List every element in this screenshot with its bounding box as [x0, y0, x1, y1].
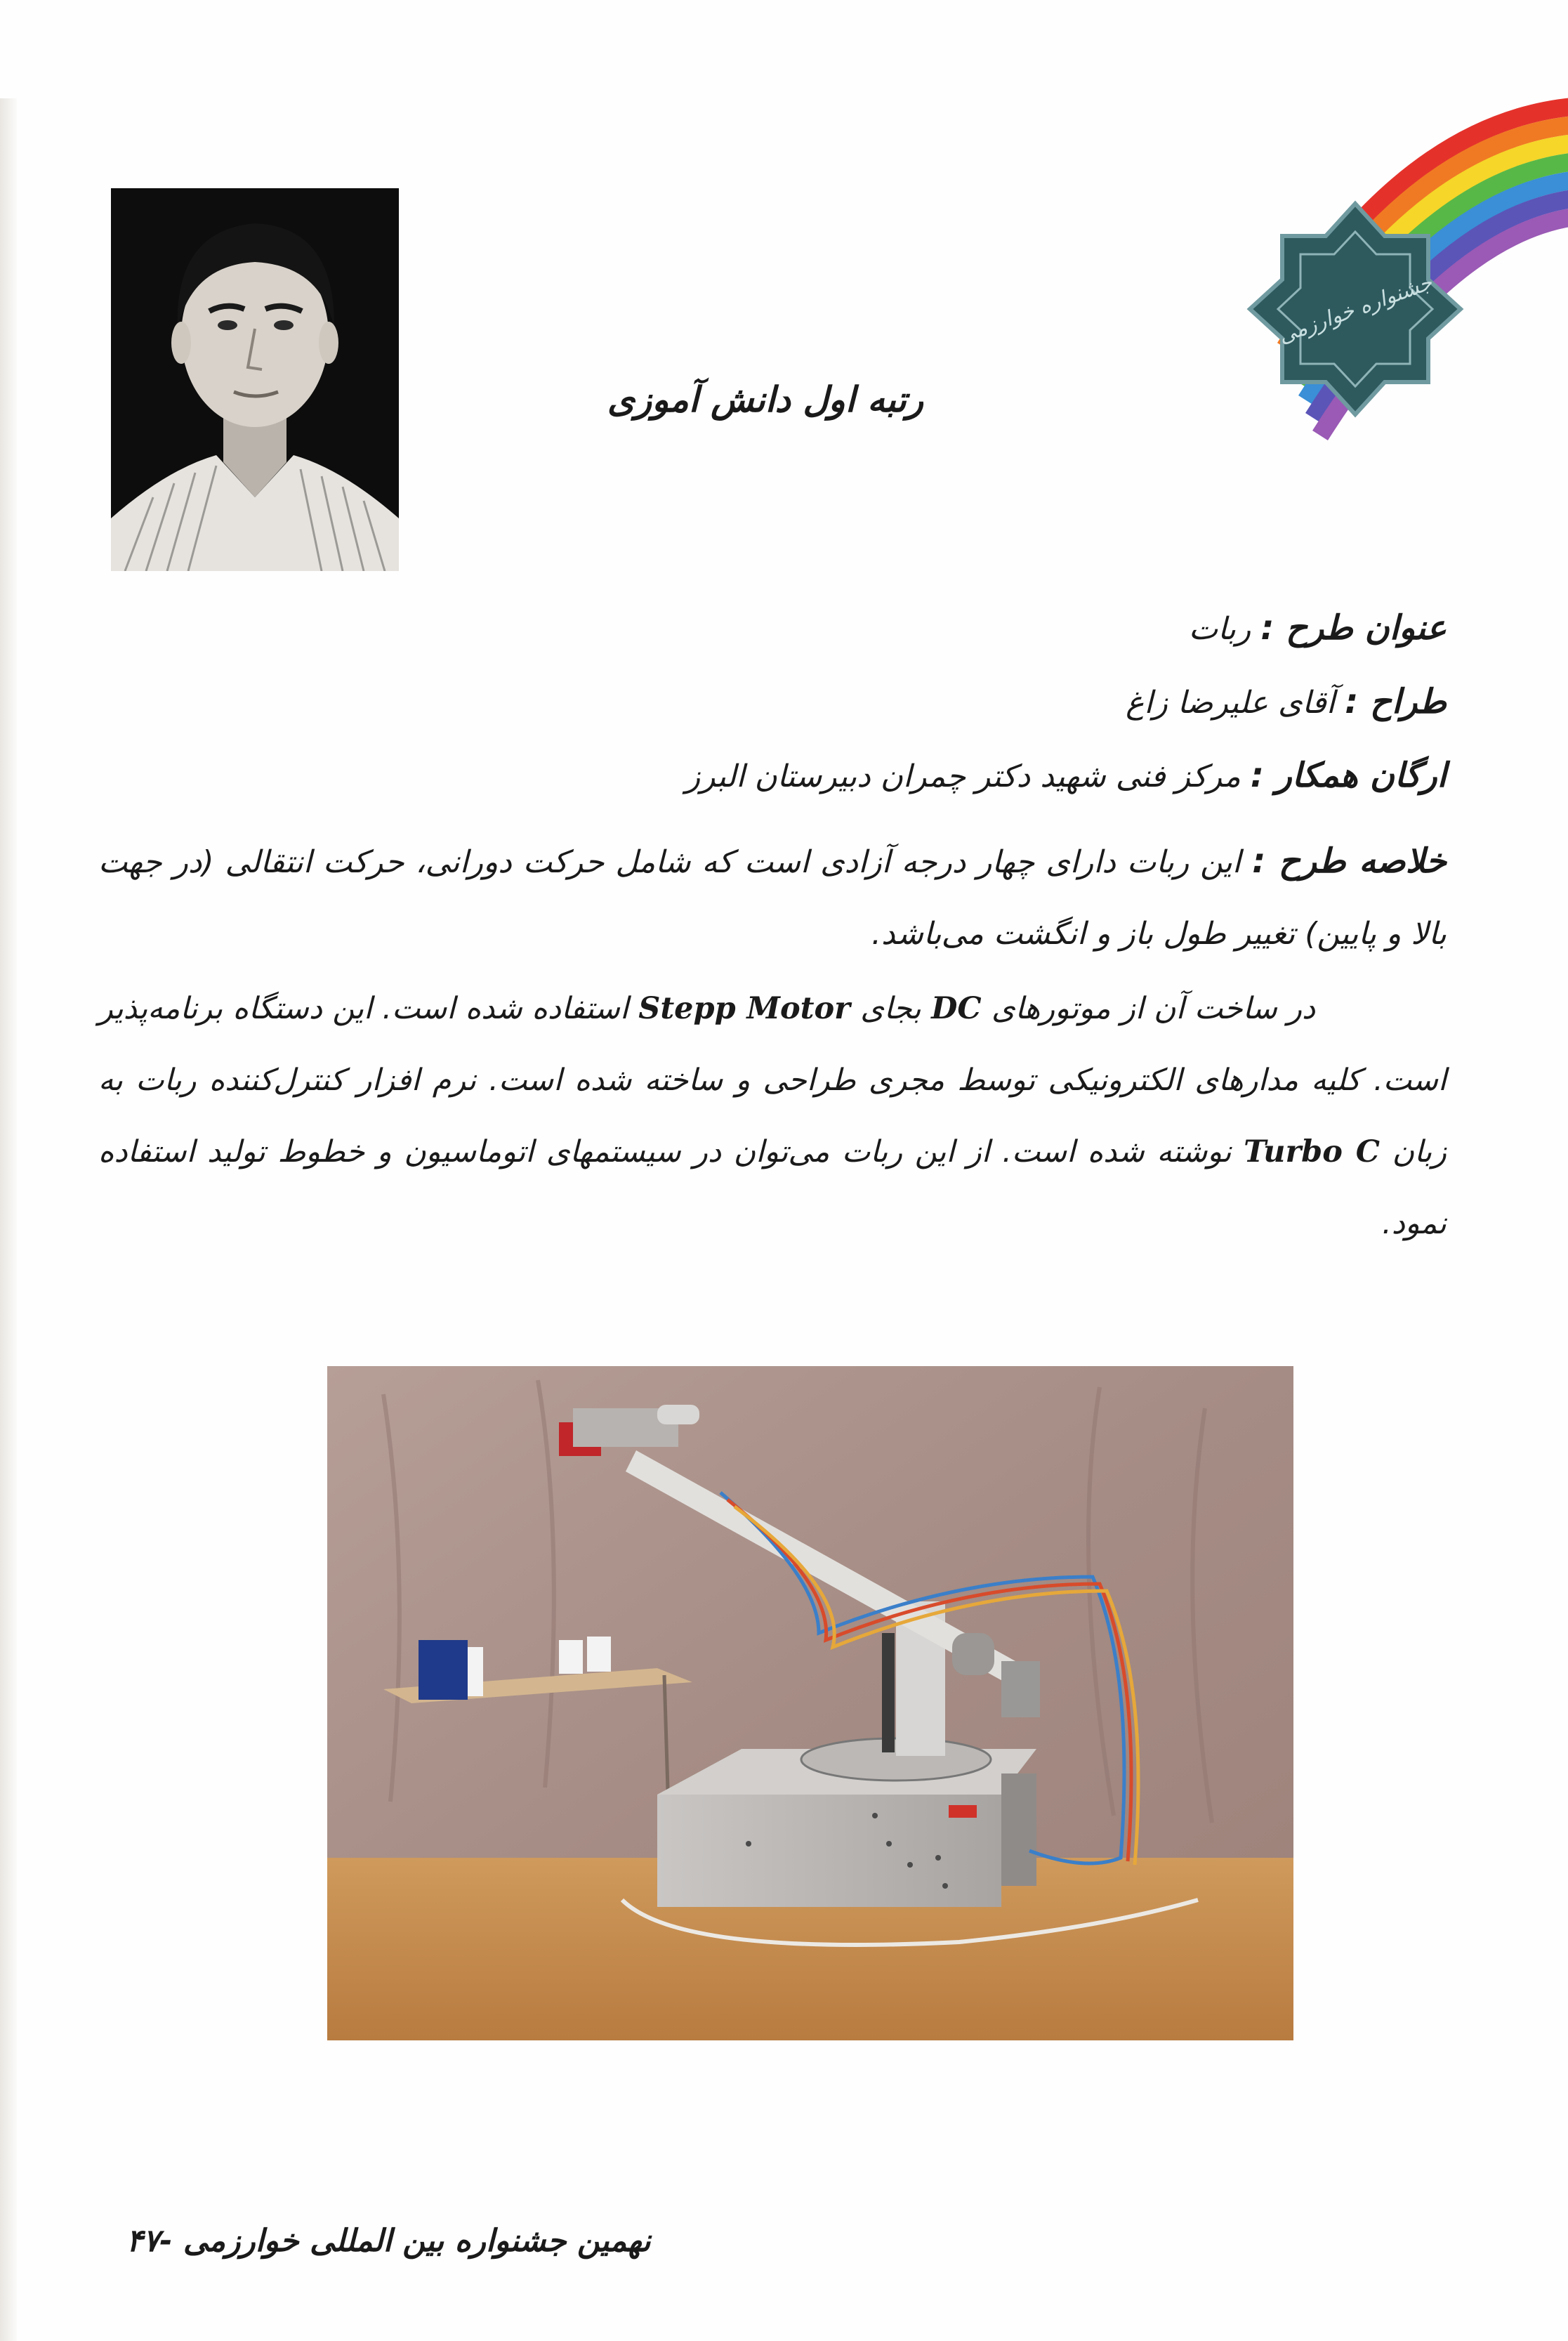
robot-photo [327, 1366, 1293, 2040]
body-text-b: بجای [860, 991, 921, 1026]
summary-value: این ربات دارای چهار درجه آزادی است که شامل حرکت دورانی، حرکت انتقالی (در جهت بالا و پایین) تغییر طول باز و انگشت می‌باشد. [98, 844, 1447, 952]
body-paragraph [98, 973, 1447, 1259]
project-title-label: عنوان طرح : [1260, 608, 1447, 648]
project-title-line [98, 604, 1447, 653]
turbo-c-term: Turbo C [1244, 1134, 1380, 1169]
page-footer: نهمین جشنواره بین المللی خوارزمی -۴۷ [126, 2223, 651, 2259]
designer-value: آقای علیرضا زاغ [1126, 685, 1336, 721]
body-text-a: در ساخت آن از موتورهای [991, 991, 1316, 1026]
summary-label: خلاصه طرح : [1252, 841, 1447, 881]
summary-paragraph [98, 825, 1447, 970]
stepp-motor-term: Stepp Motor [638, 991, 850, 1026]
rank-title: رتبه اول دانش آموزی [607, 379, 924, 420]
portrait-figure-image [111, 188, 399, 571]
organization-line [98, 752, 1447, 801]
rainbow-emblem-graphic [1236, 77, 1568, 471]
body-text-c: استفاده شده است. این دستگاه برنامه‌پذیر است. کلیه مدارهای الکترونیکی توسط مجری طراحی و ساخته شده است. نرم افزار کنترل‌کننده ربات به زبان [98, 991, 1447, 1169]
organization-value: مرکز فنی شهید دکتر چمران دبیرستان البرز [685, 759, 1241, 794]
body-text-d: نوشته شده است. از این ربات می‌توان در سیستمهای اتوماسیون و خطوط تولید استفاده نمود. [98, 1134, 1447, 1241]
robot-arm-image [327, 1366, 1293, 2040]
designer-label: طراح : [1345, 682, 1447, 721]
designer-line [98, 678, 1447, 727]
emblem-text: جشنواره خوارزمی [1274, 270, 1436, 349]
dc-term: DC [931, 991, 982, 1026]
organization-label: ارگان همکار : [1250, 756, 1447, 795]
portrait-photo [111, 188, 399, 571]
emblem-badge [1250, 204, 1461, 414]
project-title-value: ربات [1188, 611, 1251, 647]
page-edge-shadow [0, 98, 17, 2341]
